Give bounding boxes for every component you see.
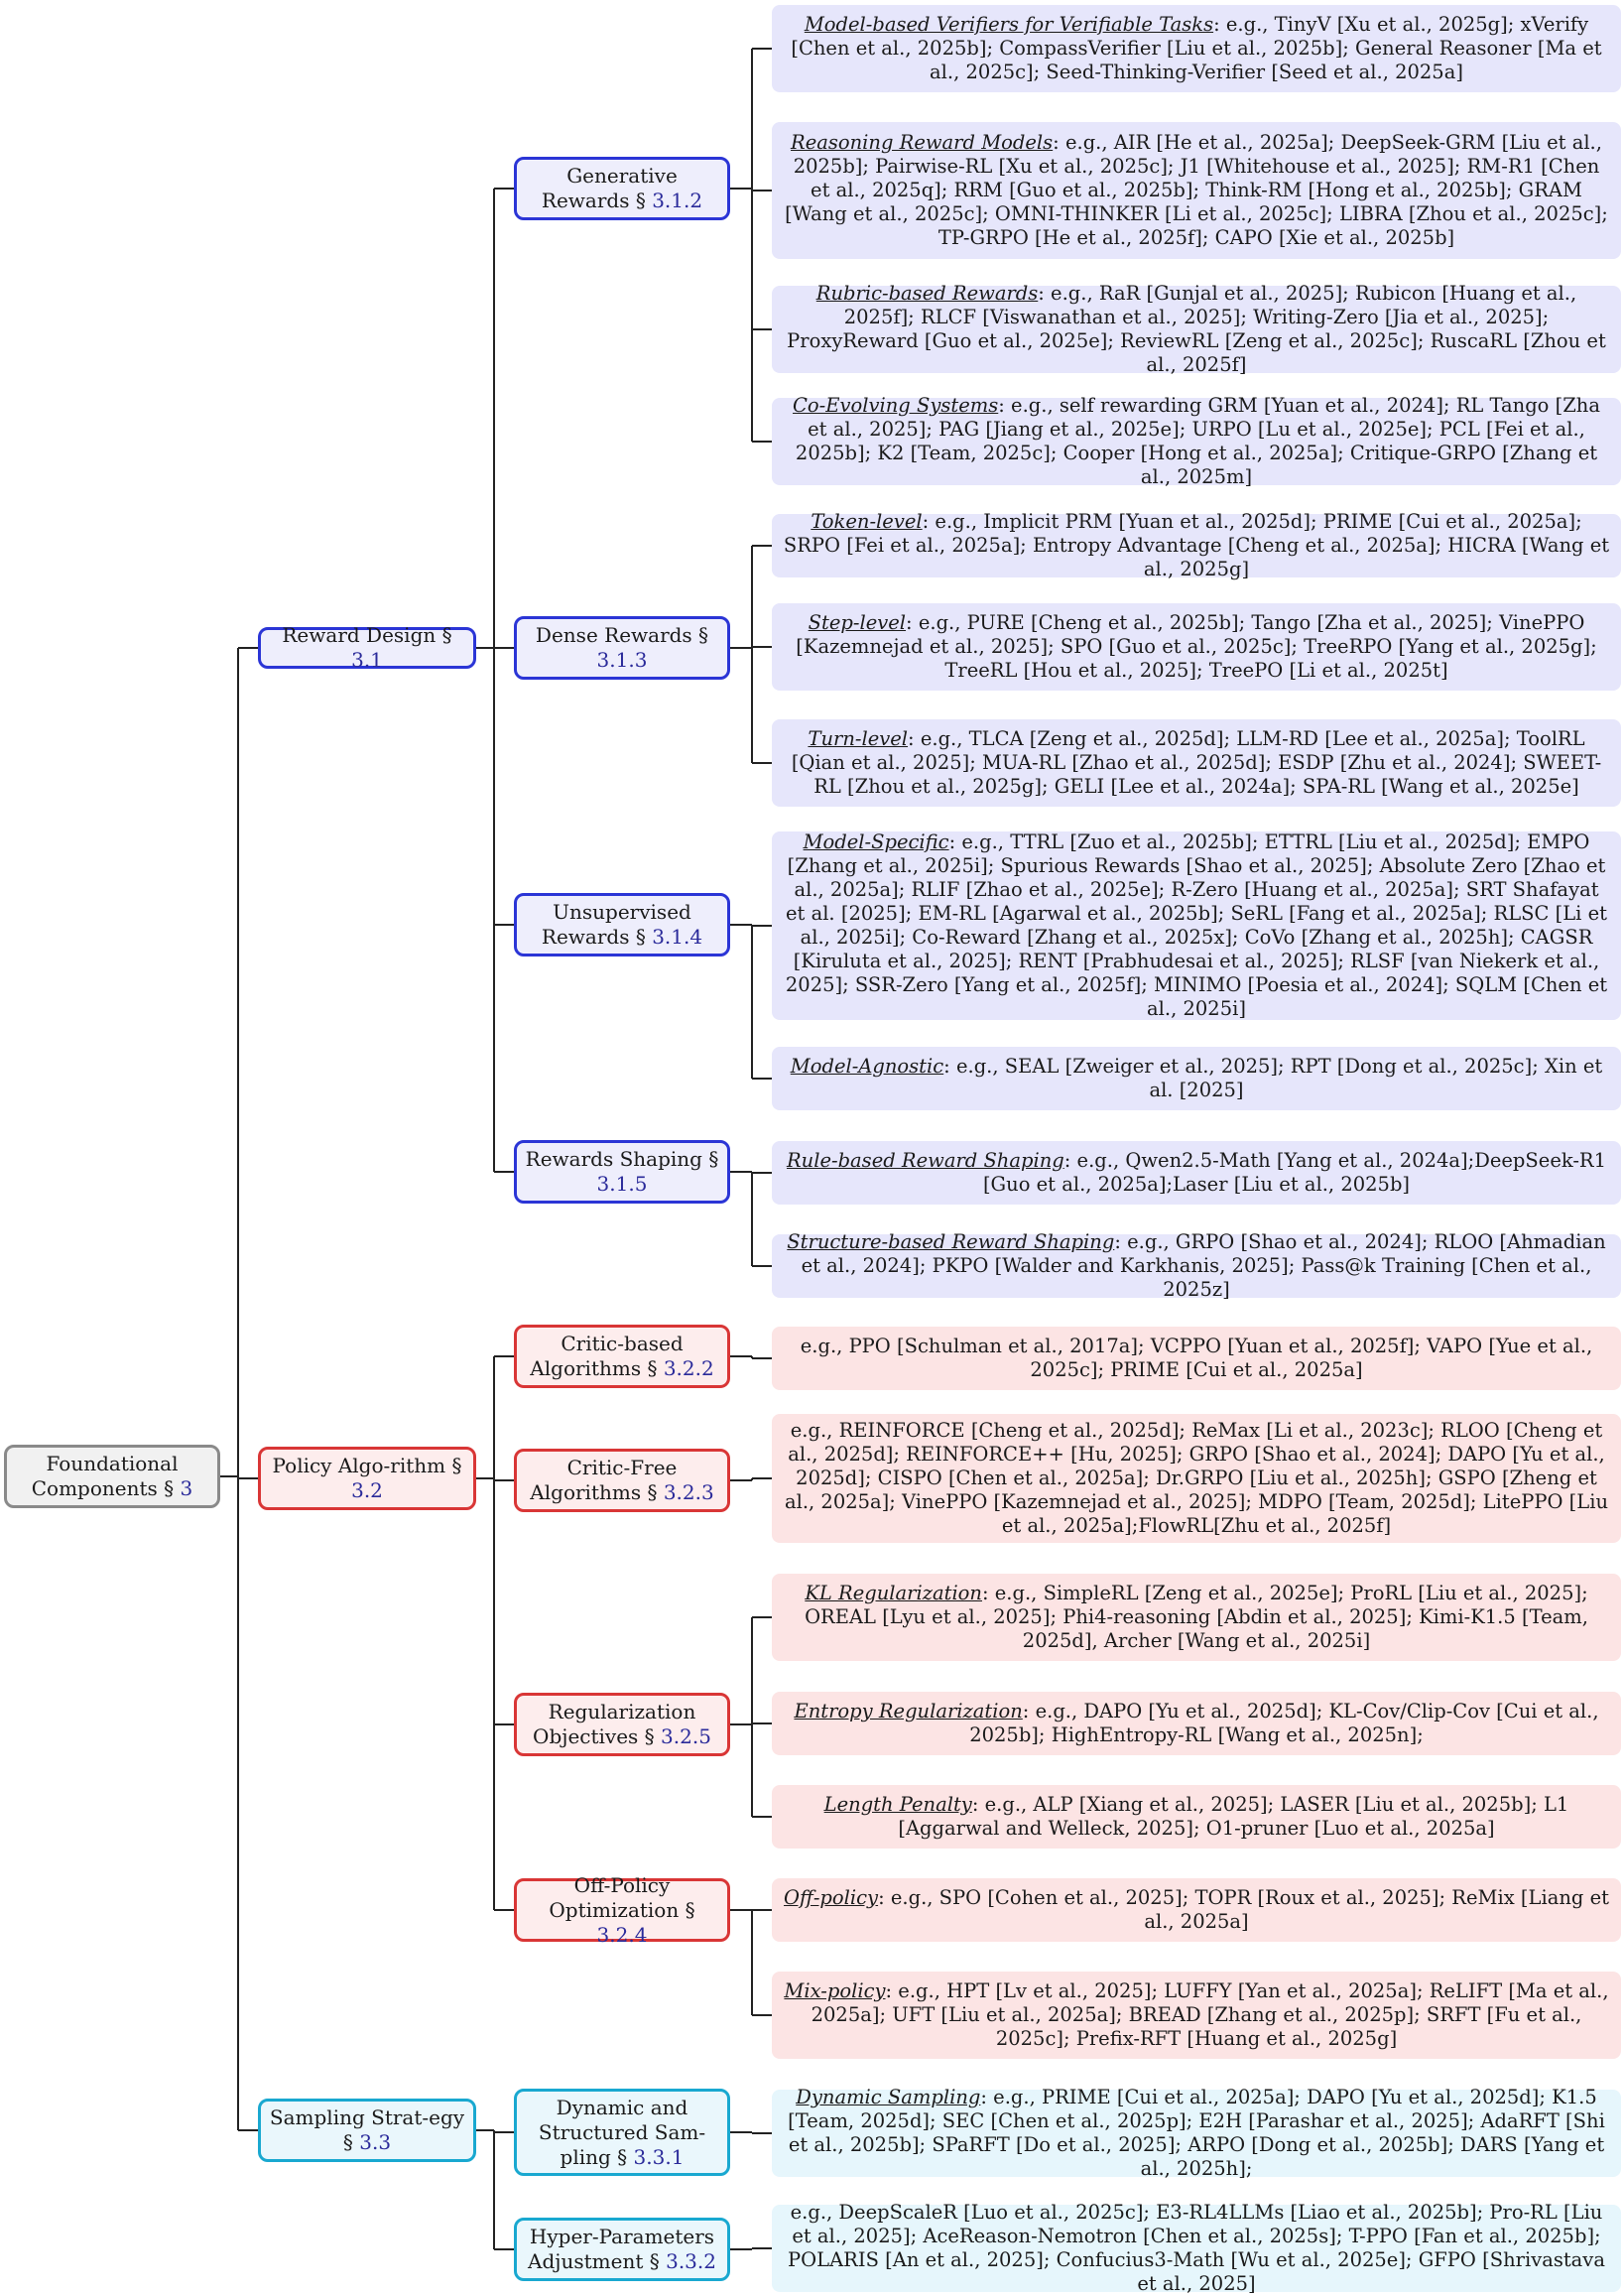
leaf-citation-text: e.g., DAPO [Yu et al., 2025d]; KL-Cov/Clip-Cov [Cui et al., 2025b]; HighEntropy-RL [Wang et al., 2025n];: [969, 1700, 1599, 1746]
sub-unsupervised-rewards: Unsupervised Rewards § 3.1.4: [514, 893, 730, 957]
leaf-category-label: KL Regularization: [805, 1582, 982, 1604]
sub-critic-based: Critic-based Algorithms § 3.2.2: [514, 1325, 730, 1388]
leaf-rule-based-shaping: Rule-based Reward Shaping: e.g., Qwen2.5-Math [Yang et al., 2024a];DeepSeek-R1 [Guo et al., 2025a];Laser [Liu et al., 2025b]: [772, 1141, 1621, 1205]
leaf-dynamic-sampling: Dynamic Sampling: e.g., PRIME [Cui et al., 2025a]; DAPO [Yu et al., 2025d]; K1.5 [Team, 2025d]; SEC [Chen et al., 2025p]; E2H [Parashar et al., 2025]; AdaRFT [Shi et al., 2025b]; SPaRFT [Do et al., 2025]; ARPO [Dong et al., 2025b]; DARS [Yang et al., 2025h];: [772, 2090, 1621, 2177]
sub-regularization: Regularization Objectives § 3.2.5: [514, 1693, 730, 1756]
leaf-structure-based-shaping: Structure-based Reward Shaping: e.g., GRPO [Shao et al., 2024]; RLOO [Ahmadian et al., 2024]; PKPO [Walder and Karkhanis, 2025]; Pass@k Training [Chen et al., 2025z]: [772, 1234, 1621, 1298]
leaf-category-label: Reasoning Reward Models: [791, 131, 1054, 154]
leaf-citation-text: e.g., TLCA [Zeng et al., 2025d]; LLM-RD [Lee et al., 2025a]; ToolRL [Qian et al., 2025]; MUA-RL [Zhao et al., 2025d]; ESDP [Zhu et al., 2024]; SWEET-RL [Zhou et al., 2025g]; GELI [Lee et al., 2024a]; SPA-RL [Wang et al., 2025e]: [791, 727, 1602, 798]
leaf-citation-text: e.g., TinyV [Xu et al., 2025g]; xVerify [Chen et al., 2025b]; CompassVerifier [Liu et al., 2025b]; General Reasoner [Ma et al., 2025c]; Seed-Thinking-Verifier [Seed et al., 2025a]: [791, 13, 1602, 83]
leaf-hyper-parameters-list: [772, 2201, 1621, 2295]
leaf-co-evolving-systems: Co-Evolving Systems: e.g., self rewarding GRM [Yuan et al., 2024]; RL Tango [Zha et al., 2025]; PAG [Jiang et al., 2025e]; URPO [Lu et al., 2025e]; PCL [Fei et al., 2025b]; K2 [Team, 2025c]; Cooper [Hong et al., 2025a]; Critique-GRPO [Zhang et al., 2025m]: [772, 398, 1621, 485]
sub-critic-free: Critic-Free Algorithms § 3.2.3: [514, 1449, 730, 1512]
leaf-citation-text: e.g., GRPO [Shao et al., 2024]; RLOO [Ahmadian et al., 2024]; PKPO [Walder and Karkhanis, 2025]; Pass@k Training [Chen et al., 2025z]: [801, 1230, 1606, 1301]
leaf-reasoning-reward-models: Reasoning Reward Models: e.g., AIR [He et al., 2025a]; DeepSeek-GRM [Liu et al., 2025b]; Pairwise-RL [Xu et al., 2025c]; J1 [Whitehouse et al., 2025]; RM-R1 [Chen et al., 2025q]; RRM [Guo et al., 2025b]; Think-RM [Hong et al., 2025b]; GRAM [Wang et al., 2025c]; OMNI-THINKER [Li et al., 2025c]; LIBRA [Zhou et al., 2025c]; TP-GRPO [He et al., 2025f]; CAPO [Xie et al., 2025b]: [772, 122, 1621, 259]
sub-dense-rewards: Dense Rewards § 3.1.3: [514, 616, 730, 680]
node-label: Foundational Components § 3: [31, 1452, 193, 1500]
leaf-category-label: Model-based Verifiers for Verifiable Tasks: [804, 13, 1214, 36]
leaf-category-label: Co-Evolving Systems: [793, 394, 999, 417]
leaf-category-label: Length Penalty: [823, 1793, 972, 1816]
leaf-model-based-verifiers: Model-based Verifiers for Verifiable Tasks: e.g., TinyV [Xu et al., 2025g]; xVerify [Chen et al., 2025b]; CompassVerifier [Liu et al., 2025b]; General Reasoner [Ma et al., 2025c]; Seed-Thinking-Verifier [Seed et al., 2025a]: [772, 5, 1621, 92]
leaf-kl-regularization: KL Regularization: e.g., SimpleRL [Zeng et al., 2025e]; ProRL [Liu et al., 2025]; OREAL [Lyu et al., 2025]; Phi4-reasoning [Abdin et al., 2025]; Kimi-K1.5 [Team, 2025d], Archer [Wang et al., 2025i]: [772, 1574, 1621, 1661]
leaf-step-level: Step-level: e.g., PURE [Cheng et al., 2025b]; Tango [Zha et al., 2025]; VinePPO [Kazemnejad et al., 2025]; SPO [Guo et al., 2025c]; TreeRPO [Yang et al., 2025g]; TreeRL [Hou et al., 2025]; TreePO [Li et al., 2025t]: [772, 603, 1621, 691]
branch-policy-algorithm: Policy Algo-rithm § 3.2: [258, 1447, 476, 1510]
leaf-model-specific: Model-Specific: e.g., TTRL [Zuo et al., 2025b]; ETTRL [Liu et al., 2025d]; EMPO [Zhang et al., 2025i]; Spurious Rewards [Shao et al., 2025]; Absolute Zero [Zhao et al., 2025a]; RLIF [Zhao et al., 2025e]; R-Zero [Huang et al., 2025a]; SRT Shafayat et al. [2025]; EM-RL [Agarwal et al., 2025b]; SeRL [Fang et al., 2025a]; RLSC [Li et al., 2025i]; Co-Reward [Zhang et al., 2025x]; CoVo [Zhang et al., 2025h]; CAGSR [Kiruluta et al., 2025]; RENT [Prabhudesai et al., 2025]; RLSF [van Niekerk et al., 2025]; SSR-Zero [Yang et al., 2025f]; MINIMO [Poesia et al., 2024]; SQLM [Chen et al., 2025i]: [772, 831, 1621, 1020]
leaf-category-label: Dynamic Sampling: [796, 2086, 981, 2108]
leaf-category-label: Rubric-based Rewards: [815, 282, 1039, 305]
leaf-citation-text: e.g., PPO [Schulman et al., 2017a]; VCPPO [Yuan et al., 2025f]; VAPO [Yue et al., 2025c]; PRIME [Cui et al., 2025a]: [800, 1335, 1593, 1381]
sub-off-policy: Off-Policy Optimization § 3.2.4: [514, 1878, 730, 1942]
leaf-category-label: Turn-level: [808, 727, 909, 750]
leaf-mix-policy: Mix-policy: e.g., HPT [Lv et al., 2025]; LUFFY [Yan et al., 2025a]; ReLIFT [Ma et al., 2025a]; UFT [Liu et al., 2025a]; BREAD [Zhang et al., 2025p]; SRFT [Fu et al., 2025c]; Prefix-RFT [Huang et al., 2025g]: [772, 1972, 1621, 2059]
leaf-category-label: Off-policy: [784, 1886, 879, 1909]
leaf-category-label: Entropy Regularization: [794, 1700, 1023, 1722]
leaf-citation-text: e.g., PRIME [Cui et al., 2025a]; DAPO [Yu et al., 2025d]; K1.5 [Team, 2025d]; SEC [Chen et al., 2025p]; E2H [Parashar et al., 2025]; AdaRFT [Shi et al., 2025b]; SPaRFT [Do et al., 2025]; ARPO [Dong et al., 2025b]; DARS [Yang et al., 2025h];: [788, 2086, 1605, 2180]
leaf-citation-text: e.g., PURE [Cheng et al., 2025b]; Tango [Zha et al., 2025]; VinePPO [Kazemnejad et al., 2025]; SPO [Guo et al., 2025c]; TreeRPO [Yang et al., 2025g]; TreeRL [Hou et al., 2025]; TreePO [Li et al., 2025t]: [796, 611, 1597, 682]
leaf-citation-text: e.g., Qwen2.5-Math [Yang et al., 2024a];DeepSeek-R1 [Guo et al., 2025a];Laser [Liu et al., 2025b]: [982, 1149, 1607, 1196]
leaf-category-label: Token-level: [811, 510, 923, 533]
leaf-citation-text: e.g., Implicit PRM [Yuan et al., 2025d]; PRIME [Cui et al., 2025a]; SRPO [Fei et al., 2025a]; Entropy Advantage [Cheng et al., 2025a]; HICRA [Wang et al., 2025g]: [783, 510, 1610, 580]
sub-rewards-shaping: Rewards Shaping § 3.1.5: [514, 1140, 730, 1204]
leaf-category-label: Model-Specific: [803, 830, 949, 853]
leaf-citation-text: e.g., AIR [He et al., 2025a]; DeepSeek-GRM [Liu et al., 2025b]; Pairwise-RL [Xu et al., 2025c]; J1 [Whitehouse et al., 2025]; RM-R1 [Chen et al., 2025q]; RRM [Guo et al., 2025b]; Think-RM [Hong et al., 2025b]; GRAM [Wang et al., 2025c]; OMNI-THINKER [Li et al., 2025c]; LIBRA [Zhou et al., 2025c]; TP-GRPO [He et al., 2025f]; CAPO [Xie et al., 2025b]: [785, 131, 1608, 249]
leaf-citation-text: e.g., DeepScaleR [Luo et al., 2025c]; E3-RL4LLMs [Liao et al., 2025b]; Pro-RL [Liu et al., 2025]; AceReason-Nemotron [Chen et al., 2025s]; T-PPO [Fan et al., 2025b]; POLARIS [An et al., 2025]; Confucius3-Math [Wu et al., 2025e]; GFPO [Shrivastava et al., 2025]: [788, 2201, 1605, 2295]
leaf-critic-free-list: [772, 1414, 1621, 1543]
leaf-category-label: Structure-based Reward Shaping: [787, 1230, 1115, 1253]
branch-reward-design: Reward Design § 3.1: [258, 627, 476, 669]
leaf-citation-text: e.g., HPT [Lv et al., 2025]; LUFFY [Yan et al., 2025a]; ReLIFT [Ma et al., 2025a]; UFT [Liu et al., 2025a]; BREAD [Zhang et al., 2025p]; SRFT [Fu et al., 2025c]; Prefix-RFT [Huang et al., 2025g]: [811, 1979, 1609, 2050]
sub-generative-rewards: Generative Rewards § 3.1.2: [514, 157, 730, 220]
leaf-category-label: Step-level: [808, 611, 907, 634]
leaf-citation-text: e.g., self rewarding GRM [Yuan et al., 2024]; RL Tango [Zha et al., 2025]; PAG [Jiang et al., 2025e]; URPO [Lu et al., 2025e]; PCL [Fei et al., 2025b]; K2 [Team, 2025c]; Cooper [Hong et al., 2025a]; Critique-GRPO [Zhang et al., 2025m]: [795, 394, 1600, 488]
leaf-citation-text: e.g., REINFORCE [Cheng et al., 2025d]; ReMax [Li et al., 2023c]; RLOO [Cheng et al., 2025d]; REINFORCE++ [Hu, 2025]; GRPO [Shao et al., 2024]; DAPO [Yu et al., 2025d]; CISPO [Chen et al., 2025a]; Dr.GRPO [Liu et al., 2025h]; GSPO [Zheng et al., 2025a]; VinePPO [Kazemnejad et al., 2025]; MDPO [Team, 2025d]; LitePPO [Liu et al., 2025a];FlowRL[Zhu et al., 2025f]: [784, 1419, 1609, 1537]
leaf-citation-text: e.g., RaR [Gunjal et al., 2025]; Rubicon [Huang et al., 2025f]; RLCF [Viswanathan et al., 2025]; Writing-Zero [Jia et al., 2025]; ProxyReward [Guo et al., 2025e]; ReviewRL [Zeng et al., 2025c]; RuscaRL [Zhou et al., 2025f]: [787, 282, 1606, 376]
root-node-foundational-components: [4, 1445, 220, 1508]
sub-hyper-parameters: Hyper-Parameters Adjustment § 3.3.2: [514, 2218, 730, 2281]
leaf-entropy-regularization: Entropy Regularization: e.g., DAPO [Yu et al., 2025d]; KL-Cov/Clip-Cov [Cui et al., 2025b]; HighEntropy-RL [Wang et al., 2025n];: [772, 1692, 1621, 1755]
leaf-category-label: Rule-based Reward Shaping: [786, 1149, 1064, 1172]
leaf-rubric-based-rewards: Rubric-based Rewards: e.g., RaR [Gunjal et al., 2025]; Rubicon [Huang et al., 2025f]; RLCF [Viswanathan et al., 2025]; Writing-Zero [Jia et al., 2025]; ProxyReward [Guo et al., 2025e]; ReviewRL [Zeng et al., 2025c]; RuscaRL [Zhou et al., 2025f]: [772, 286, 1621, 373]
leaf-off-policy: Off-policy: e.g., SPO [Cohen et al., 2025]; TOPR [Roux et al., 2025]; ReMix [Liang et al., 2025a]: [772, 1878, 1621, 1942]
leaf-token-level: Token-level: e.g., Implicit PRM [Yuan et al., 2025d]; PRIME [Cui et al., 2025a]; SRPO [Fei et al., 2025a]; Entropy Advantage [Cheng et al., 2025a]; HICRA [Wang et al., 2025g]: [772, 514, 1621, 577]
leaf-critic-based-list: [772, 1327, 1621, 1390]
leaf-length-penalty: Length Penalty: e.g., ALP [Xiang et al., 2025]; LASER [Liu et al., 2025b]; L1 [Aggarwal and Welleck, 2025]; O1-pruner [Luo et al., 2025a]: [772, 1785, 1621, 1849]
leaf-turn-level: Turn-level: e.g., TLCA [Zeng et al., 2025d]; LLM-RD [Lee et al., 2025a]; ToolRL [Qian et al., 2025]; MUA-RL [Zhao et al., 2025d]; ESDP [Zhu et al., 2024]; SWEET-RL [Zhou et al., 2025g]; GELI [Lee et al., 2024a]; SPA-RL [Wang et al., 2025e]: [772, 719, 1621, 807]
leaf-citation-text: e.g., SimpleRL [Zeng et al., 2025e]; ProRL [Liu et al., 2025]; OREAL [Lyu et al., 2025]; Phi4-reasoning [Abdin et al., 2025]; Kimi-K1.5 [Team, 2025d], Archer [Wang et al., 2025i]: [805, 1582, 1588, 1652]
leaf-category-label: Mix-policy: [784, 1979, 886, 2002]
sub-dynamic-sampling: Dynamic and Structured Sam-pling § 3.3.1: [514, 2089, 730, 2176]
leaf-citation-text: e.g., SEAL [Zweiger et al., 2025]; RPT [Dong et al., 2025c]; Xin et al. [2025]: [955, 1055, 1603, 1101]
leaf-citation-text: e.g., SPO [Cohen et al., 2025]; TOPR [Roux et al., 2025]; ReMix [Liang et al., 2025a]: [890, 1886, 1609, 1933]
leaf-category-label: Model-Agnostic: [790, 1055, 944, 1078]
leaf-model-agnostic: Model-Agnostic: e.g., SEAL [Zweiger et al., 2025]; RPT [Dong et al., 2025c]; Xin et al. [2025]: [772, 1047, 1621, 1110]
leaf-citation-text: e.g., TTRL [Zuo et al., 2025b]; ETTRL [Liu et al., 2025d]; EMPO [Zhang et al., 2025i]; Spurious Rewards [Shao et al., 2025]; Absolute Zero [Zhao et al., 2025a]; RLIF [Zhao et al., 2025e]; R-Zero [Huang et al., 2025a]; SRT Shafayat et al. [2025]; EM-RL [Agarwal et al., 2025b]; SeRL [Fang et al., 2025a]; RLSC [Li et al., 2025i]; Co-Reward [Zhang et al., 2025x]; CoVo [Zhang et al., 2025h]; CAGSR [Kiruluta et al., 2025]; RENT [Prabhudesai et al., 2025]; RLSF [van Niekerk et al., 2025]; SSR-Zero [Yang et al., 2025f]; MINIMO [Poesia et al., 2024]; SQLM [Chen et al., 2025i]: [785, 830, 1608, 1020]
leaf-citation-text: e.g., ALP [Xiang et al., 2025]; LASER [Liu et al., 2025b]; L1 [Aggarwal and Welleck, 2025]; O1-pruner [Luo et al., 2025a]: [898, 1793, 1569, 1840]
branch-sampling-strategy: Sampling Strat-egy § 3.3: [258, 2099, 476, 2162]
